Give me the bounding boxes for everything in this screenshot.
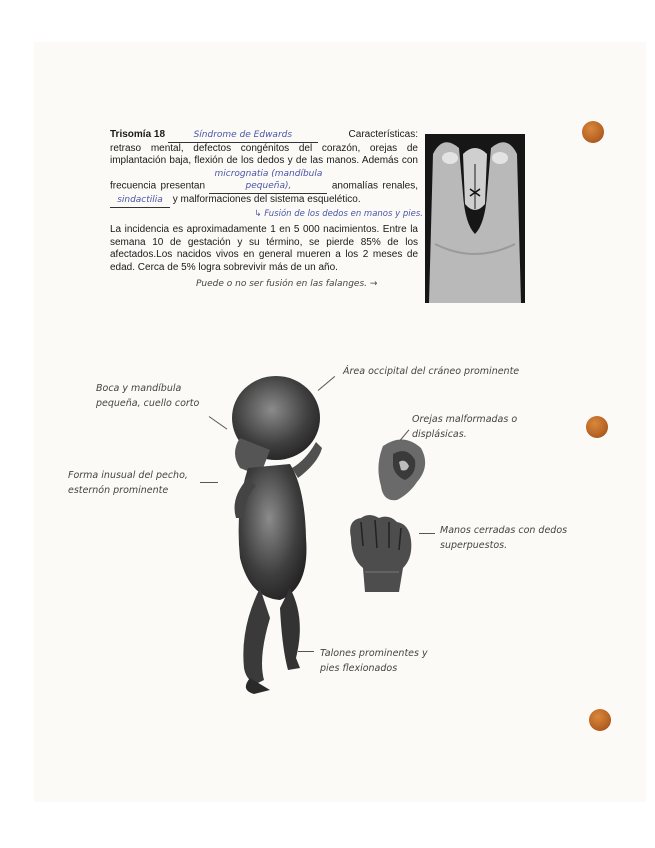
foot-syndactyly-photo [425, 134, 525, 303]
annotation-mouth: Boca y mandíbula pequeña, cuello corto [96, 383, 200, 409]
incidence-paragraph: La incidencia es aproximadamente 1 en 5 000 nacimientos. Entre la semana 10 de gestación y su término, se pierde 85% de los afectados.Los nacidos vivos en general mueren a los 2 meses de edad. Cerca de 5% logra sobrevivir más de un año. [110, 224, 418, 273]
hand-illustration [347, 512, 417, 594]
binder-hole-bottom [589, 709, 611, 731]
printed-text-block [110, 129, 423, 275]
annotation-hands: Manos cerradas con dedos superpuestos. [440, 525, 568, 551]
leader-hands [419, 533, 435, 534]
annotation-heels: Talones prominentes y pies flexionados [320, 648, 428, 674]
baby-illustration [210, 368, 330, 696]
binder-hole-middle [586, 416, 608, 438]
syndactyly-note: ↳ Fusión de los dedos en manos y pies. [254, 208, 423, 219]
trisomy-term: Trisomía 18 [110, 129, 166, 140]
syndactyly-answer: sindactilia [117, 194, 163, 205]
syndrome-answer: Síndrome de Edwards [193, 130, 293, 140]
leader-heels [298, 651, 314, 652]
annotation-occipital: Área occipital del cráneo prominente [343, 366, 520, 377]
annotation-chest: Forma inusual del pecho, esternón prominente [68, 470, 188, 496]
annotation-ears: Orejas malformadas o displásicas. [412, 414, 518, 440]
leader-chest [200, 482, 218, 483]
ear-illustration [373, 436, 431, 504]
photo-note: Puede o no ser fusión en las falanges. → [196, 279, 378, 289]
micrognathia-answer: micrognatia (mandíbula pequeña), [214, 168, 323, 192]
trisomy-heading-line [110, 129, 418, 143]
characteristics-paragraph: retraso mental, defectos congénitos del corazón, orejas de implantación baja, flexión de los dedos y de las manos. Además con frecuencia presentan micrognatia (mandíbula pequeña), anomalías renales, sindactilia y malformaciones del sistema esquelético. [110, 143, 418, 208]
binder-hole-top [582, 121, 604, 143]
characteristics-label: Características: [348, 129, 418, 140]
